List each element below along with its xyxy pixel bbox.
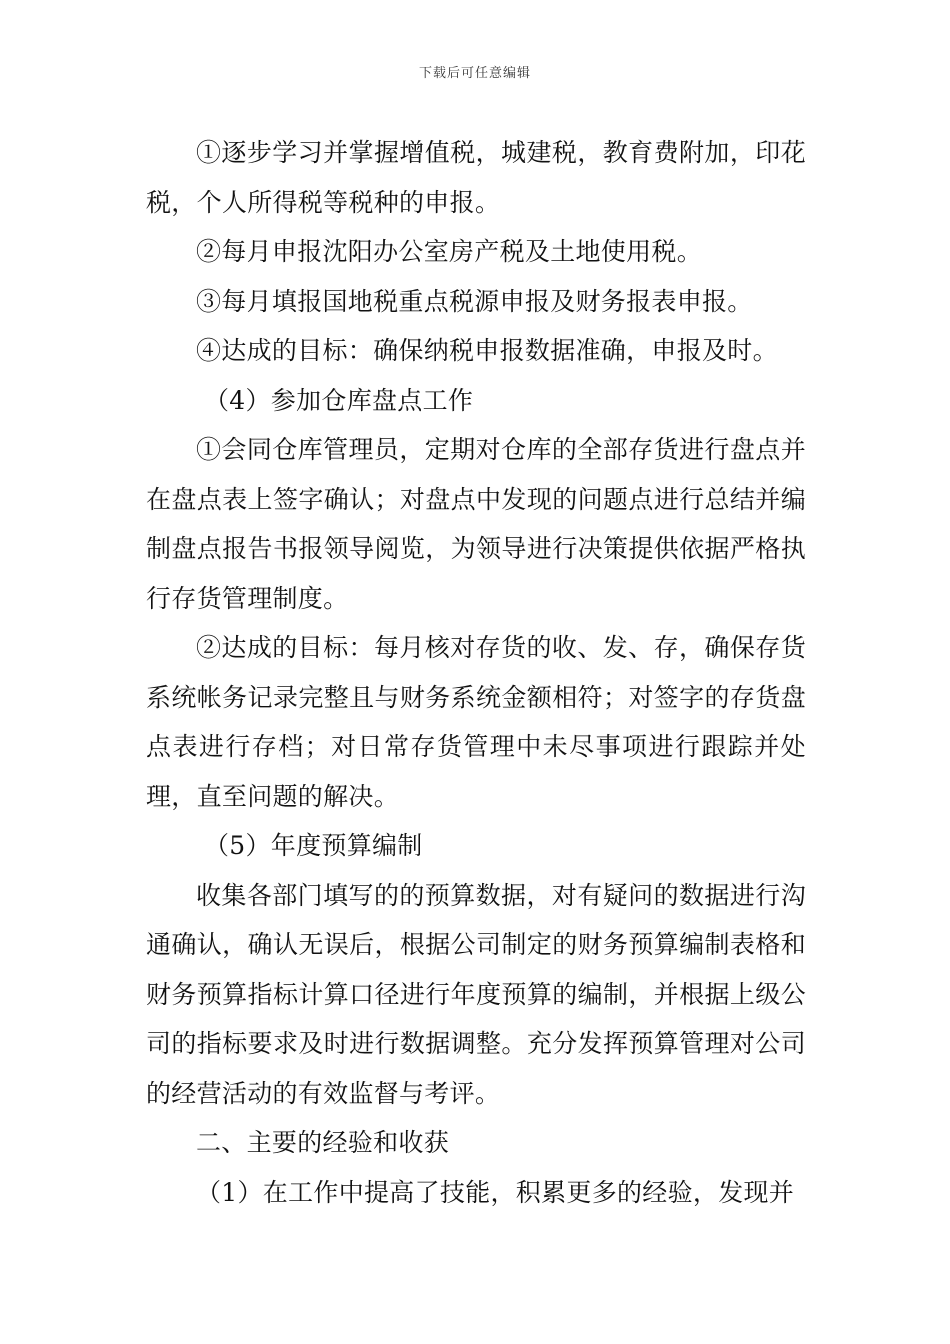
paragraph-tax-goal: ④达成的目标：确保纳税申报数据准确，申报及时。 [196, 336, 778, 365]
page-header: 下载后可任意编辑 [418, 66, 531, 81]
paragraph-inventory-count: ①会同仓库管理员，定期对仓库的全部存货进行盘点并在盘点表上签字确认；对盘点中发现的问题点进行总结并编制盘点报告书报领导阅览，为领导进行决策提供依据严格执行存货管理制度。 [146, 435, 806, 613]
document-body [146, 128, 806, 1217]
section-heading-experience: 二、主要的经验和收获 [196, 1128, 450, 1157]
paragraph-tax-learning: ①逐步学习并掌握增值税，城建税，教育费附加，印花税，个人所得税等税种的申报。 [146, 138, 806, 217]
section-heading-budget: （5）年度预算编制 [204, 831, 423, 860]
paragraph-experience-1: （1）在工作中提高了技能，积累更多的经验，发现并 [196, 1177, 795, 1207]
paragraph-tax-source-report: ③每月填报国地税重点税源申报及财务报表申报。 [196, 286, 753, 316]
paragraph-inventory-goal: ②达成的目标：每月核对存货的收、发、存，确保存货系统帐务记录完整且与财务系统金额相符；对签字的存货盘点表进行存档；对日常存货管理中未尽事项进行跟踪并处理，直至问题的解决。 [146, 633, 806, 811]
paragraph-property-tax: ②每月申报沈阳办公室房产税及土地使用税。 [196, 237, 703, 266]
paragraph-budget: 收集各部门填写的的预算数据，对有疑问的数据进行沟通确认，确认无误后，根据公司制定的财务预算编制表格和财务预算指标计算口径进行年度预算的编制，并根据上级公司的指标要求及时进行数据调整。充分发挥预算管理对公司的经营活动的有效监督与考评。 [146, 880, 806, 1108]
section-heading-inventory: （4）参加仓库盘点工作 [204, 385, 474, 415]
